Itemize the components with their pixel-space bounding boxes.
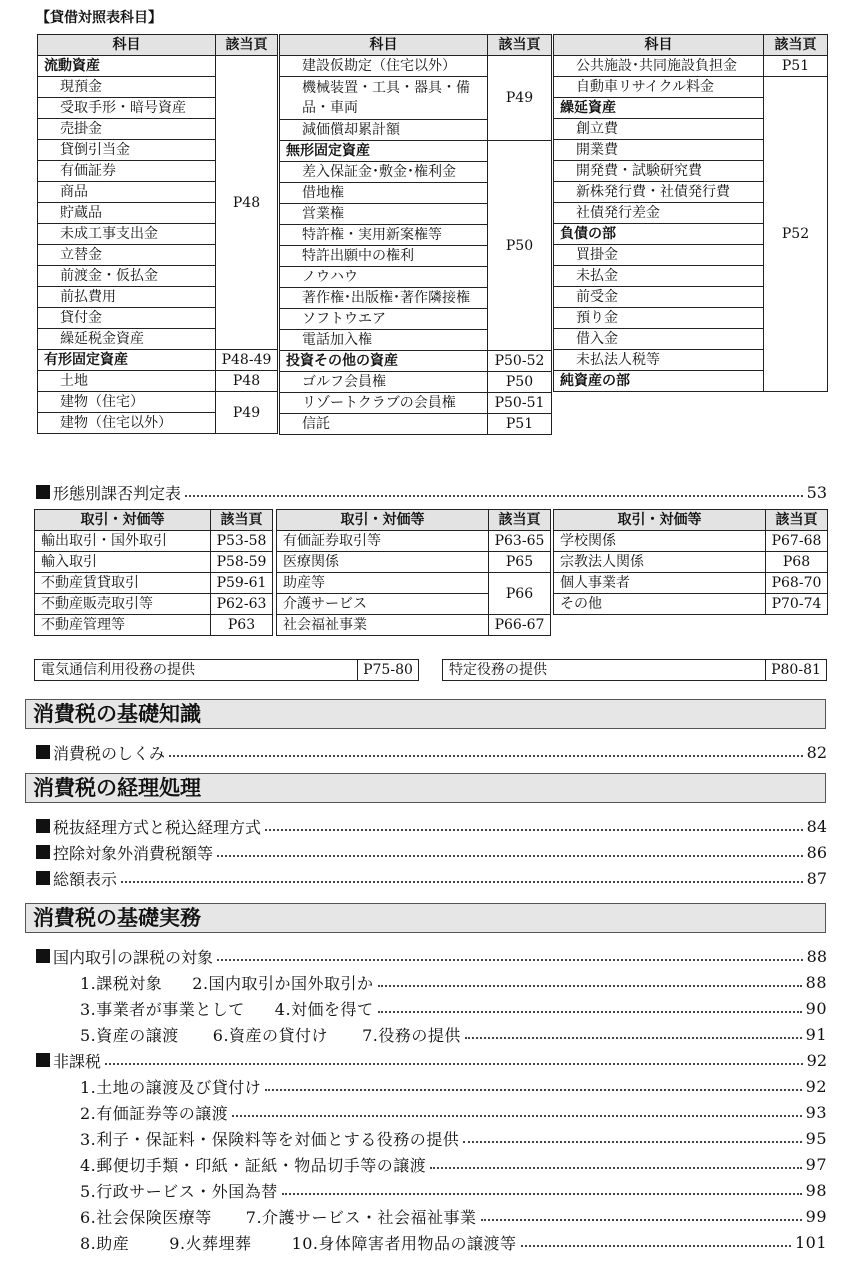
telecom-service-box [34, 659, 419, 681]
balance-sheet-table-3 [553, 34, 828, 392]
leader-dots [430, 1167, 801, 1169]
category-tangible-fixed-assets: 有形固定資産 [38, 350, 216, 371]
account-item: 開業費 [554, 140, 764, 161]
category-investments: 投資その他の資産 [280, 351, 488, 372]
toc-entry-title: 税抜経理方式と税込経理方式 [53, 817, 262, 837]
category-net-assets: 純資産の部 [554, 371, 764, 392]
toc-entry-title: 控除対象外消費税額等 [53, 843, 214, 863]
toc-subentry[interactable] [80, 1073, 827, 1099]
toc-entry-page: 101 [794, 1232, 827, 1252]
toc-subentry-title: 4.対価を得て [274, 999, 374, 1019]
toc-entry[interactable] [36, 813, 827, 839]
account-item: リゾートクラブの会員権 [280, 393, 488, 414]
column-header-page: 該当頁 [211, 510, 273, 531]
balance-sheet-table-1 [37, 34, 278, 434]
toc-subentry-title: 3.利子・保証料・保険料等を対価とする役務の提供 [80, 1129, 460, 1149]
transaction-item: 宗教法人関係 [554, 552, 766, 573]
transaction-item: 輸入取引 [35, 552, 211, 573]
section-heading-accounting: 消費税の経理処理 [25, 773, 826, 803]
account-item: 有価証券 [38, 161, 216, 182]
transaction-table-1 [34, 509, 273, 636]
column-header-page: 該当頁 [766, 510, 828, 531]
leader-dots [282, 1193, 802, 1195]
page-ref: P66 [489, 573, 551, 615]
toc-subentry[interactable] [80, 995, 827, 1021]
toc-subentry[interactable] [80, 1203, 827, 1229]
square-bullet-icon [36, 745, 50, 759]
account-item: 繰延税金資産 [38, 329, 216, 350]
account-item: 未成工事支出金 [38, 224, 216, 245]
column-header-item: 取引・対価等 [277, 510, 489, 531]
transaction-item: 社会福祉事業 [277, 615, 489, 636]
page-ref: P75-80 [357, 660, 418, 680]
account-item: 土地 [38, 371, 216, 392]
toc-subentry-title: 5.行政サービス・外国為替 [80, 1181, 278, 1201]
page-ref: P67-68 [766, 531, 828, 552]
leader-dots [265, 829, 803, 831]
leader-dots [465, 1037, 802, 1039]
toc-subentry-title: 8.助産 [80, 1233, 130, 1253]
leader-dots [217, 959, 803, 961]
page-ref: P48 [216, 371, 278, 392]
account-item: 買掛金 [554, 245, 764, 266]
page-ref: P68 [766, 552, 828, 573]
toc-subentry-title: 5.資産の譲渡 [80, 1025, 179, 1045]
transaction-item: 不動産管理等 [35, 615, 211, 636]
toc-entry-title: 非課税 [53, 1051, 102, 1071]
page-ref: P58-59 [211, 552, 273, 573]
account-item: 建設仮勘定（住宅以外） [280, 56, 488, 77]
page-ref: P59-61 [211, 573, 273, 594]
column-header-item: 科目 [38, 35, 216, 56]
leader-dots [185, 495, 803, 497]
toc-entry-page: 90 [805, 998, 827, 1018]
square-bullet-icon [36, 845, 50, 859]
toc-subentry-title: 1.課税対象 [80, 973, 163, 993]
account-item: 減価償却累計額 [280, 120, 488, 141]
account-item: 特許出願中の権利 [280, 246, 488, 267]
square-bullet-icon [36, 871, 50, 885]
category-current-assets: 流動資産 [38, 56, 216, 77]
toc-subentry[interactable] [80, 1099, 827, 1125]
leader-dots [232, 1115, 801, 1117]
account-item: 借入金 [554, 329, 764, 350]
leader-dots [121, 881, 803, 883]
transaction-item: 助産等 [277, 573, 489, 594]
toc-subentry-title: 1.土地の譲渡及び貸付け [80, 1077, 262, 1097]
account-item: 前受金 [554, 287, 764, 308]
transaction-item: 輸出取引・国外取引 [35, 531, 211, 552]
account-item: 未払金 [554, 266, 764, 287]
toc-subentry[interactable] [80, 1021, 827, 1047]
page-ref: P50 [488, 372, 552, 393]
page-ref: P52 [764, 77, 828, 392]
account-item: 差入保証金･敷金･権利金 [280, 162, 488, 183]
toc-subentry-title: 6.社会保険医療等 [80, 1207, 212, 1227]
transaction-table-3 [553, 509, 828, 615]
category-liabilities: 負債の部 [554, 224, 764, 245]
account-item: ソフトウエア [280, 309, 488, 330]
toc-entry-page: 95 [805, 1128, 827, 1148]
leader-dots [378, 985, 802, 987]
page-ref: P53-58 [211, 531, 273, 552]
toc-subentry-title: 7.介護サービス・社会福祉事業 [245, 1207, 477, 1227]
page-ref: P48 [216, 56, 278, 350]
page-ref: P70-74 [766, 594, 828, 615]
toc-subentry[interactable] [80, 1125, 827, 1151]
toc-entry[interactable] [36, 839, 827, 865]
page-ref: P51 [488, 414, 552, 435]
toc-subentry-title: 2.有価証券等の譲渡 [80, 1103, 229, 1123]
account-item: 開発費・試験研究費 [554, 161, 764, 182]
account-item: 立替金 [38, 245, 216, 266]
transaction-item: 個人事業者 [554, 573, 766, 594]
column-header-item: 取引・対価等 [35, 510, 211, 531]
toc-entry-page: 88 [806, 946, 827, 966]
toc-entry-page: 91 [805, 1024, 827, 1044]
toc-entry[interactable] [36, 865, 827, 891]
leader-dots [521, 1245, 791, 1247]
toc-subentry-title: 7.役務の提供 [362, 1025, 461, 1045]
balance-sheet-label: 【貸借対照表科目】 [36, 10, 162, 26]
toc-subentry-title: 10.身体障害者用物品の譲渡等 [291, 1233, 517, 1253]
page-ref: P49 [216, 392, 278, 434]
toc-entry-page: 92 [806, 1050, 827, 1070]
transaction-item: 特定役務の提供 [449, 662, 547, 678]
toc-subentry-title: 9.火葬埋葬 [169, 1233, 252, 1253]
category-intangible-fixed-assets: 無形固定資産 [280, 141, 488, 162]
toc-entry[interactable] [36, 943, 827, 969]
transaction-item: その他 [554, 594, 766, 615]
account-item: 自動車リサイクル料金 [554, 77, 764, 98]
account-item: 受取手形・暗号資産 [38, 98, 216, 119]
page-ref: P51 [764, 56, 828, 77]
page-ref: P50-52 [488, 351, 552, 372]
page-ref: P68-70 [766, 573, 828, 594]
page-ref: P80-81 [765, 660, 826, 680]
toc-entry-page: 87 [806, 868, 827, 888]
toc-subentry-title: 3.事業者が事業として [80, 999, 245, 1019]
page-ref: P63-65 [489, 531, 551, 552]
leader-dots [378, 1011, 802, 1013]
transaction-item: 有価証券取引等 [277, 531, 489, 552]
account-item: 建物（住宅） [38, 392, 216, 413]
account-item: 貸付金 [38, 308, 216, 329]
leader-dots [105, 1063, 803, 1065]
transaction-item: 不動産賃貸取引 [35, 573, 211, 594]
toc-subentry[interactable] [80, 969, 827, 995]
leader-dots [481, 1219, 802, 1221]
account-item: ノウハウ [280, 267, 488, 288]
leader-dots [265, 1089, 801, 1091]
square-bullet-icon [36, 949, 50, 963]
account-item: 売掛金 [38, 119, 216, 140]
account-item: 借地権 [280, 183, 488, 204]
page-ref: P65 [489, 552, 551, 573]
toc-entry-title: 消費税のしくみ [53, 743, 166, 763]
leader-dots [169, 755, 803, 757]
toc-subentry-title: 4.郵便切手類・印紙・証紙・物品切手等の譲渡 [80, 1155, 427, 1175]
account-item: 信託 [280, 414, 488, 435]
column-header-item: 科目 [280, 35, 488, 56]
column-header-page: 該当頁 [216, 35, 278, 56]
section-heading-basics: 消費税の基礎知識 [25, 699, 826, 729]
toc-subentry[interactable] [80, 1151, 827, 1177]
account-item: 機械装置・工具・器具・備品・車両 [280, 77, 488, 120]
category-deferred-assets: 繰延資産 [554, 98, 764, 119]
leader-dots [463, 1141, 801, 1143]
transaction-item: 電気通信利用役務の提供 [41, 662, 195, 678]
account-item: 商品 [38, 182, 216, 203]
account-item: 公共施設･共同施設負担金 [554, 56, 764, 77]
leader-dots [217, 855, 803, 857]
page-ref: P50-51 [488, 393, 552, 414]
column-header-item: 取引・対価等 [554, 510, 766, 531]
toc-subentry[interactable] [80, 1229, 827, 1255]
toc-entry-form-table[interactable] [36, 479, 827, 505]
account-item: 社債発行差金 [554, 203, 764, 224]
account-item: 建物（住宅以外） [38, 413, 216, 434]
toc-subentry-title: 2.国内取引か国外取引か [192, 973, 374, 993]
page-ref: P63 [211, 615, 273, 636]
account-item: 特許権・実用新案権等 [280, 225, 488, 246]
account-item: 前渡金・仮払金 [38, 266, 216, 287]
toc-entry-page: 53 [806, 482, 827, 502]
section-heading-practice: 消費税の基礎実務 [25, 903, 826, 933]
square-bullet-icon [36, 485, 50, 499]
account-item: ゴルフ会員権 [280, 372, 488, 393]
toc-entry-page: 84 [806, 816, 827, 836]
transaction-table-2 [276, 509, 551, 636]
account-item: 貯蔵品 [38, 203, 216, 224]
square-bullet-icon [36, 819, 50, 833]
account-item: 預り金 [554, 308, 764, 329]
page-ref: P62-63 [211, 594, 273, 615]
column-header-page: 該当頁 [489, 510, 551, 531]
toc-subentry-title: 6.資産の貸付け [212, 1025, 329, 1045]
column-header-item: 科目 [554, 35, 764, 56]
column-header-page: 該当頁 [488, 35, 552, 56]
specified-service-box [442, 659, 827, 681]
toc-entry-title: 総額表示 [53, 869, 118, 889]
toc-entry-page: 82 [806, 742, 827, 762]
transaction-item: 学校関係 [554, 531, 766, 552]
toc-entry[interactable] [36, 739, 827, 765]
account-item: 現預金 [38, 77, 216, 98]
toc-entry[interactable] [36, 1047, 827, 1073]
toc-entry-page: 86 [806, 842, 827, 862]
toc-entry-page: 99 [805, 1206, 827, 1226]
toc-entry-page: 97 [805, 1154, 827, 1174]
account-item: 新株発行費・社債発行費 [554, 182, 764, 203]
account-item: 前払費用 [38, 287, 216, 308]
account-item: 貸倒引当金 [38, 140, 216, 161]
balance-sheet-table-2 [279, 34, 552, 435]
toc-entry-title: 国内取引の課税の対象 [53, 947, 214, 967]
transaction-item: 介護サービス [277, 594, 489, 615]
account-item: 未払法人税等 [554, 350, 764, 371]
page-ref: P66-67 [489, 615, 551, 636]
column-header-page: 該当頁 [764, 35, 828, 56]
account-item: 著作権･出版権･著作隣接権 [280, 288, 488, 309]
toc-entry-page: 93 [805, 1102, 827, 1122]
transaction-item: 医療関係 [277, 552, 489, 573]
page-ref: P50 [488, 141, 552, 351]
square-bullet-icon [36, 1053, 50, 1067]
toc-entry-page: 98 [805, 1180, 827, 1200]
page-ref: P49 [488, 56, 552, 141]
account-item: 営業権 [280, 204, 488, 225]
transaction-item: 不動産販売取引等 [35, 594, 211, 615]
toc-entry-title: 形態別課否判定表 [53, 483, 182, 503]
toc-entry-page: 88 [805, 972, 827, 992]
page-ref: P48-49 [216, 350, 278, 371]
account-item: 創立費 [554, 119, 764, 140]
account-item: 電話加入権 [280, 330, 488, 351]
toc-subentry[interactable] [80, 1177, 827, 1203]
toc-entry-page: 92 [805, 1076, 827, 1096]
